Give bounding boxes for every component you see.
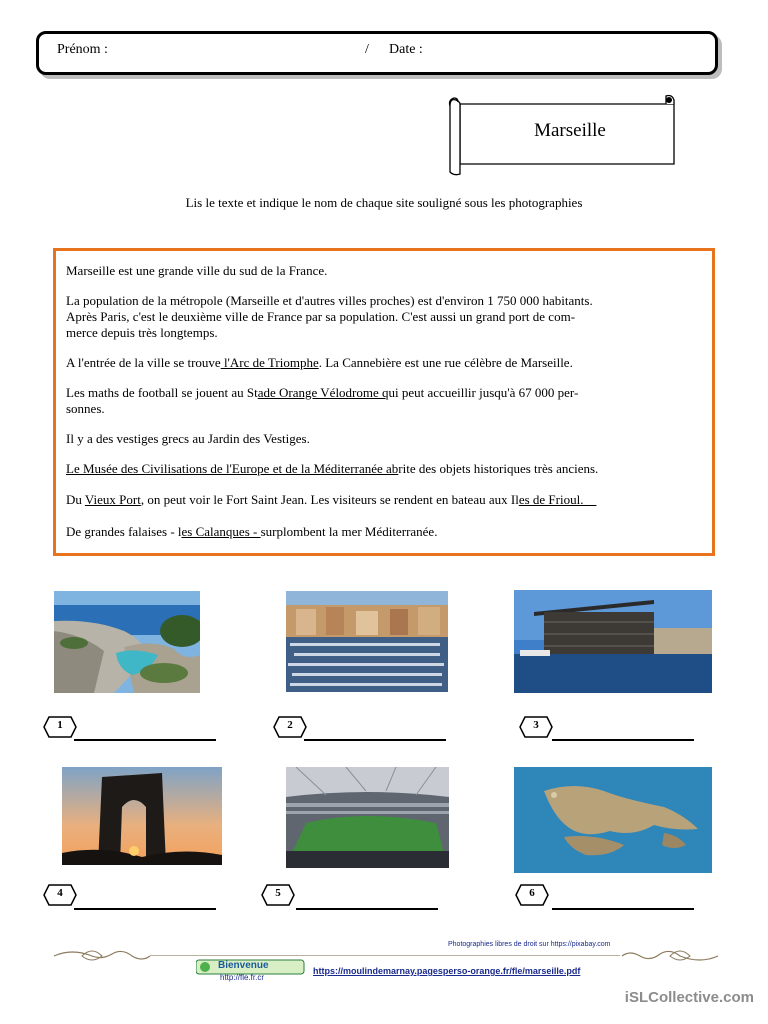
paragraph-1: Marseille est une grande ville du sud de la France. — [66, 263, 328, 278]
site-calanques: es Calanques - — [181, 524, 261, 539]
photo-credit: Photographies libres de droit sur https://pixabay.com — [448, 941, 611, 948]
label-number: 6 — [529, 887, 535, 899]
paragraph-2-line-1: La population de la métropole (Marseille et d'autres villes proches) est d'environ 1 750 000 habitants. — [66, 293, 593, 308]
answer-label-3 — [519, 716, 553, 738]
site-stade-velodrome: ade Orange Vélodrome q — [257, 385, 389, 400]
answer-line-4[interactable] — [74, 908, 216, 910]
answer-line-1[interactable] — [74, 739, 216, 741]
label-number: 5 — [275, 887, 281, 899]
title-scroll — [446, 92, 682, 176]
text-run: , on peut voir le Fort Saint Jean. Les visiteurs se rendent en bateau aux Il — [140, 492, 519, 507]
name-date-box — [36, 31, 718, 75]
label-number: 3 — [533, 719, 539, 731]
text-run: surplombent la mer Méditerranée. — [260, 524, 438, 539]
answer-line-3[interactable] — [552, 739, 694, 741]
separator: / — [365, 42, 369, 57]
label-number: 1 — [57, 719, 63, 731]
photo-frioul — [514, 767, 712, 873]
paragraph-3 — [66, 355, 706, 371]
answer-label-6 — [515, 884, 549, 906]
text-run: Les maths de football se jouent au St — [66, 385, 258, 400]
prenom-label: Prénom : — [57, 42, 108, 57]
answer-label-4 — [43, 884, 77, 906]
paragraph-4 — [66, 385, 706, 401]
page-title: Marseille — [534, 120, 606, 141]
paragraph-6 — [66, 461, 706, 477]
paragraph-5: Il y a des vestiges grecs au Jardin des Vestiges. — [66, 431, 310, 446]
text-run: ui peut accueillir jusqu'à 67 000 per- — [388, 385, 579, 400]
answer-label-5 — [261, 884, 295, 906]
answer-label-1 — [43, 716, 77, 738]
bienvenue-logo — [196, 958, 308, 984]
date-label: Date : — [389, 42, 423, 57]
label-number: 4 — [57, 887, 63, 899]
footer-rule — [150, 955, 620, 956]
instruction: Lis le texte et indique le nom de chaque site souligné sous les photographies — [185, 195, 583, 210]
paragraph-2-line-2: Après Paris, c'est le deuxième ville de France par sa population. C'est aussi un grand port de com- — [66, 309, 576, 324]
photo-calanques — [54, 591, 200, 693]
answer-line-6[interactable] — [552, 908, 694, 910]
paragraph-4-line-2: sonnes. — [66, 401, 105, 416]
site-mucem: Le Musée des Civilisations de l'Europe et de la Méditerranée ab — [66, 461, 399, 476]
reading-text-box — [53, 248, 715, 556]
text-run: Du — [66, 492, 85, 507]
paragraph-7 — [66, 492, 706, 508]
label-number: 2 — [287, 719, 293, 731]
paragraph-2-line-3: merce depuis très longtemps. — [66, 325, 218, 340]
photo-vieux-port — [286, 591, 448, 692]
site-vieux-port: Vieux Port — [84, 492, 141, 507]
text-run: De grandes falaises - l — [66, 524, 182, 539]
photo-stadium — [286, 767, 449, 868]
bienvenue-url[interactable]: http://fle.fr.cr — [220, 973, 265, 982]
paragraph-8 — [66, 524, 706, 540]
text-run: rite des objets historiques très anciens. — [398, 461, 599, 476]
left-ornament-icon — [52, 944, 152, 966]
answer-line-5[interactable] — [296, 908, 438, 910]
answer-label-2 — [273, 716, 307, 738]
site-iles-de-frioul: es de Frioul. — [518, 492, 597, 507]
photo-arch — [62, 767, 222, 865]
text-run: A l'entrée de la ville se trouve — [66, 355, 221, 370]
answer-line-2[interactable] — [304, 739, 446, 741]
photo-mucem — [514, 590, 712, 693]
right-ornament-icon — [620, 944, 720, 966]
document-url-link[interactable]: https://moulindemarnay.pagesperso-orange.fr/fle/marseille.pdf — [313, 966, 581, 976]
watermark: iSLCollective.com — [624, 989, 754, 1006]
bienvenue-text: Bienvenue — [218, 960, 269, 971]
site-arc-de-triomphe: l'Arc de Triomphe — [220, 355, 319, 370]
text-run: . La Cannebière est une rue célèbre de Marseille. — [318, 355, 573, 370]
